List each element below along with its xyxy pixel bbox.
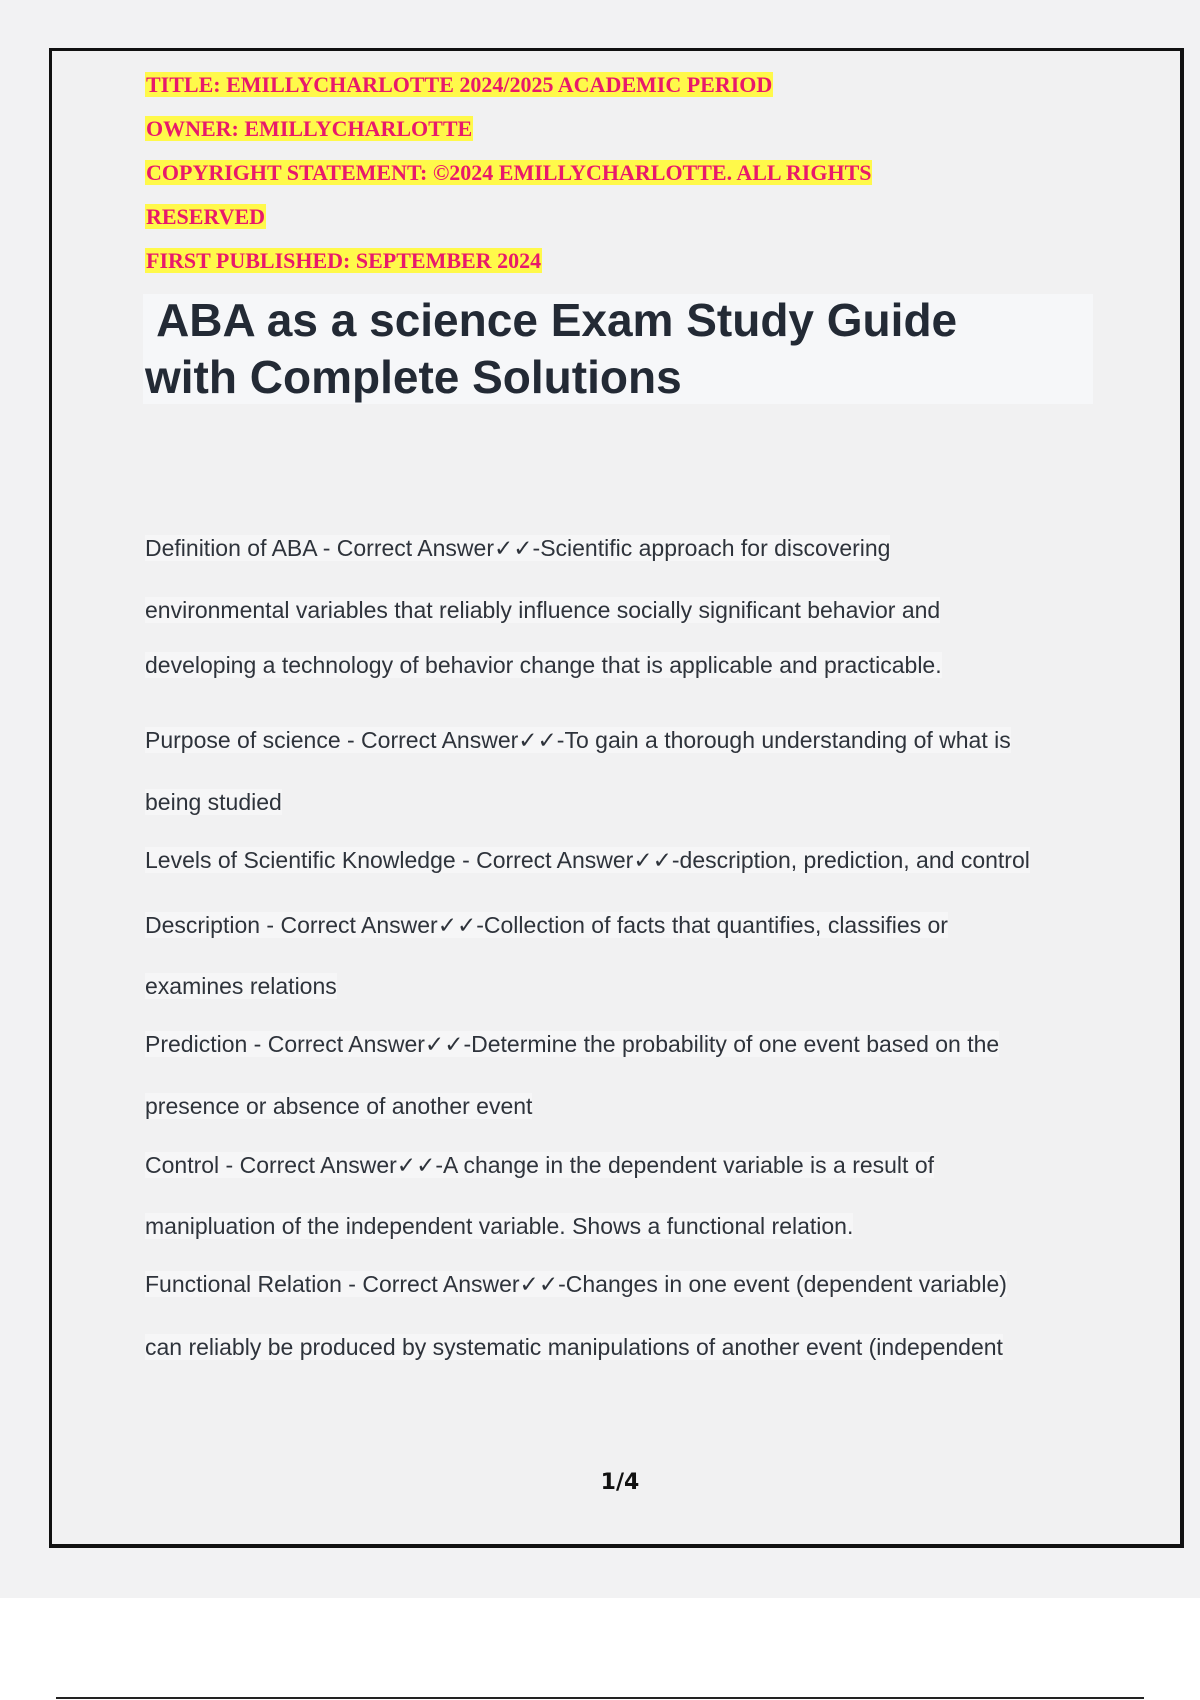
body-line-text: developing a technology of behavior change that is applicable and practicable. — [145, 652, 942, 678]
body-line — [145, 725, 1011, 755]
body-line — [145, 1150, 934, 1180]
body-line — [145, 910, 948, 940]
meta-title-text: TITLE: EMILLYCHARLOTTE 2024/2025 ACADEMIC PERIOD — [146, 72, 773, 97]
body-line — [145, 787, 282, 817]
body-line-text: Levels of Scientific Knowledge - Correct Answer✓✓-description, prediction, and control — [145, 847, 1030, 873]
meta-owner-line — [145, 114, 473, 144]
body-line — [145, 1332, 1003, 1362]
body-line — [145, 650, 942, 680]
page-number: 1/4 — [600, 1470, 640, 1495]
meta-title-line — [145, 70, 773, 100]
page-title-line-2: with Complete Solutions — [145, 351, 682, 403]
meta-copyright-line-2 — [145, 202, 266, 232]
body-line-text: being studied — [145, 789, 282, 815]
meta-published-text: FIRST PUBLISHED: SEPTEMBER 2024 — [146, 248, 542, 273]
body-line-text: Description - Correct Answer✓✓-Collection of facts that quantifies, classifies or — [145, 912, 948, 938]
meta-owner-text: OWNER: EMILLYCHARLOTTE — [146, 116, 473, 141]
meta-published-line — [145, 246, 542, 276]
body-line-text: presence or absence of another event — [145, 1093, 533, 1119]
body-line — [145, 1269, 1007, 1299]
body-line — [145, 845, 1030, 875]
body-line — [145, 1211, 853, 1241]
body-line — [145, 595, 940, 625]
body-line — [145, 533, 890, 563]
body-line — [145, 1029, 999, 1059]
meta-copyright-text-2: RESERVED — [146, 204, 266, 229]
body-line-text: manipluation of the independent variable. Shows a functional relation. — [145, 1213, 854, 1239]
meta-copyright-line — [145, 158, 872, 188]
body-line-text: Definition of ABA - Correct Answer✓✓-Scientific approach for discovering — [145, 535, 891, 561]
body-line — [145, 971, 337, 1001]
body-line-text: Control - Correct Answer✓✓-A change in the dependent variable is a result of — [145, 1152, 935, 1178]
body-line — [145, 1091, 532, 1121]
meta-copyright-text: COPYRIGHT STATEMENT: ©2024 EMILLYCHARLOTTE. ALL RIGHTS — [146, 160, 872, 185]
body-line-text: Purpose of science - Correct Answer✓✓-To gain a thorough understanding of what is — [145, 727, 1011, 753]
body-line-text: Prediction - Correct Answer✓✓-Determine the probability of one event based on the — [145, 1031, 1000, 1057]
body-line-text: environmental variables that reliably influence socially significant behavior and — [145, 597, 941, 623]
body-line-text: examines relations — [145, 973, 337, 999]
page-divider — [56, 1697, 1144, 1699]
page-title-line-1: ABA as a science Exam Study Guide — [145, 294, 958, 346]
body-line-text: Functional Relation - Correct Answer✓✓-Changes in one event (dependent variable) — [145, 1271, 1007, 1297]
page-title — [145, 292, 1095, 406]
body-line-text: can reliably be produced by systematic manipulations of another event (independent — [145, 1334, 1003, 1360]
